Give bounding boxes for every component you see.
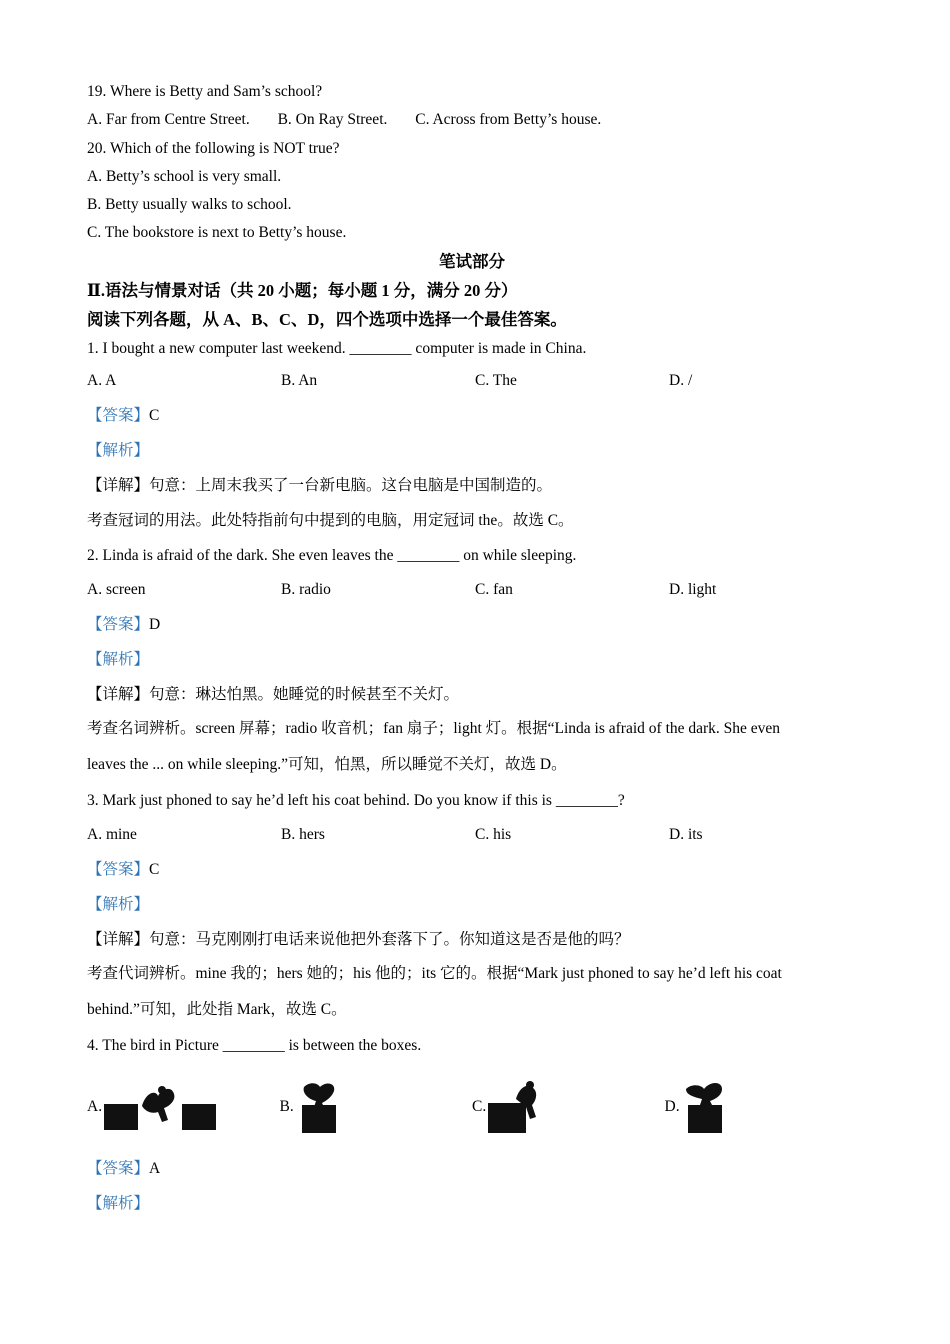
detail-line: 【详解】句意：琳达怕黑。她睡觉的时候甚至不关灯。 (87, 685, 460, 703)
option-b: B. hers (281, 825, 325, 843)
option-c: C. The (475, 371, 517, 389)
section-instruction: 阅读下列各题，从 A、B、C、D，四个选项中选择一个最佳答案。 (87, 309, 567, 329)
document-page (87, 78, 857, 1221)
analysis-label: 【解析】 (87, 895, 150, 913)
option-b: B. An (281, 371, 318, 389)
question-20-stem: 20. Which of the following is NOT true? (87, 139, 340, 157)
question-4-options (87, 1063, 857, 1151)
question-2-stem: 2. Linda is afraid of the dark. She even leaves the ________ on while sleeping. (87, 546, 577, 564)
option-d: D. light (669, 580, 717, 598)
option-b: B. (280, 1079, 473, 1135)
question-2-options (87, 573, 857, 607)
question-19-stem: 19. Where is Betty and Sam’s school? (87, 83, 323, 100)
analysis-label: 【解析】 (87, 441, 150, 459)
answer-line: 【答案】C (87, 406, 160, 424)
explanation-line-1: 考查代词辨析。mine 我的；hers 她的；his 他的；its 它的。根据“Mark just phoned to say he’d left his coat (87, 964, 782, 982)
bird-between-boxes-picture (102, 1082, 218, 1132)
question-19-options (87, 106, 857, 134)
option-b: B. radio (281, 580, 331, 598)
option-a: A. A (87, 371, 117, 389)
answer-value: C (149, 860, 160, 878)
option-b: B. On Ray Street. (277, 111, 388, 129)
explanation-line-1: 考查名词辨析。screen 屏幕；radio 收音机；fan 扇子；light 灯。根据“Linda is afraid of the dark. She even (87, 719, 781, 737)
answer-value: D (149, 615, 161, 633)
option-c: C. fan (475, 580, 513, 598)
question-1-options (87, 364, 857, 398)
option-c: C. (472, 1079, 665, 1135)
question-20-option-c: C. The bookstore is next to Betty’s house. (87, 224, 347, 242)
option-a: A. Far from Centre Street. (87, 111, 250, 129)
section-title: 笔试部分 (439, 251, 505, 271)
option-c: C. Across from Betty’s house. (415, 111, 602, 129)
explanation: 考查冠词的用法。此处特指前句中提到的电脑，用定冠词 the。故选 C。 (87, 511, 574, 529)
detail-line: 【详解】句意：马克刚刚打电话来说他把外套落下了。你知道这是否是他的吗？ (87, 930, 630, 948)
bird-behind-box-picture (486, 1079, 542, 1135)
question-4-stem: 4. The bird in Picture ________ is between the boxes. (87, 1036, 422, 1054)
option-a: A. screen (87, 580, 146, 598)
answer-value: A (149, 1159, 161, 1177)
answer-value: C (149, 406, 160, 424)
analysis-label: 【解析】 (87, 1194, 150, 1212)
option-a: A. (87, 1082, 280, 1132)
option-d: D. its (669, 825, 703, 843)
answer-line: 【答案】C (87, 860, 160, 878)
section-heading: Ⅱ.语法与情景对话（共 20 小题；每小题 1 分，满分 20 分） (87, 280, 518, 300)
bird-on-box-picture (294, 1079, 344, 1135)
question-1-stem: 1. I bought a new computer last weekend. ________ computer is made in China. (87, 339, 587, 357)
question-20-option-b: B. Betty usually walks to school. (87, 196, 292, 214)
bird-above-box-picture (680, 1079, 730, 1135)
option-d: D. / (669, 371, 693, 389)
answer-line: 【答案】A (87, 1159, 161, 1177)
option-d: D. (665, 1079, 858, 1135)
detail-line: 【详解】句意：上周末我买了一台新电脑。这台电脑是中国制造的。 (87, 476, 553, 494)
question-3-stem: 3. Mark just phoned to say he’d left his coat behind. Do you know if this is ________? (87, 791, 625, 809)
question-20-option-a: A. Betty’s school is very small. (87, 167, 282, 185)
analysis-label: 【解析】 (87, 650, 150, 668)
explanation-line-2: leaves the ... on while sleeping.”可知，怕黑，所以睡觉不关灯，故选 D。 (87, 755, 567, 773)
option-a: A. mine (87, 825, 137, 843)
question-3-options (87, 818, 857, 852)
explanation-line-2: behind.”可知，此处指 Mark，故选 C。 (87, 1000, 347, 1018)
answer-line: 【答案】D (87, 615, 161, 633)
option-c: C. his (475, 825, 512, 843)
